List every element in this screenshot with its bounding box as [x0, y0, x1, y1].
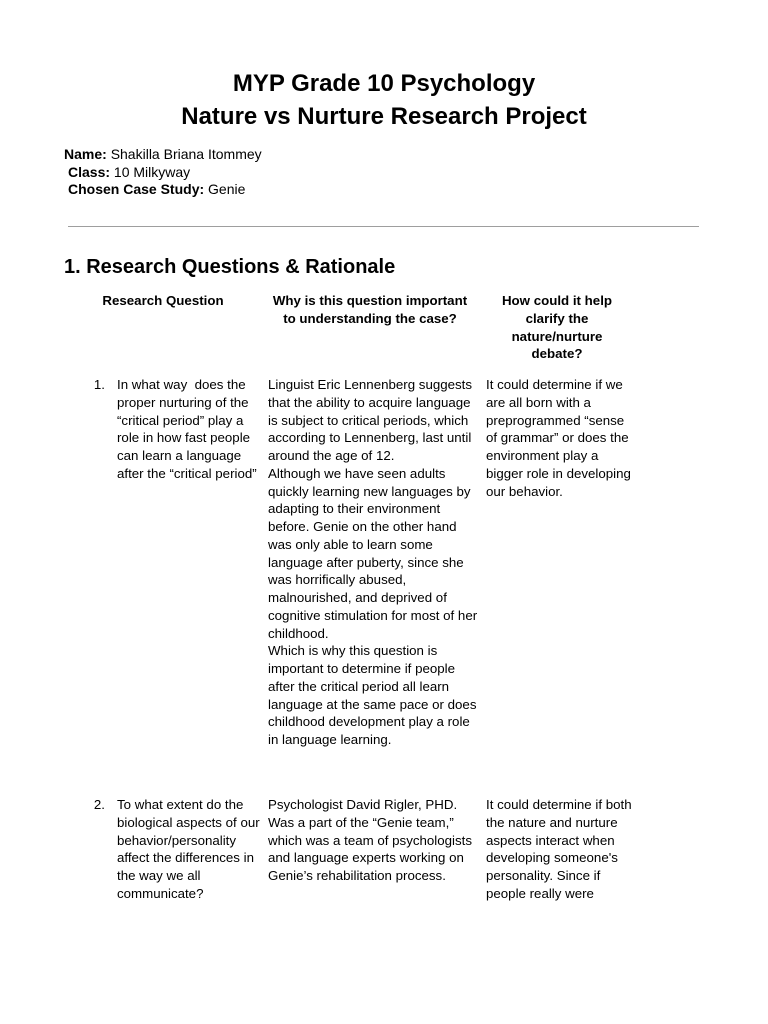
- class-label: Class:: [68, 163, 111, 180]
- row-number: 2.: [93, 797, 105, 812]
- horizontal-divider: [68, 226, 699, 227]
- name-label: Name:: [64, 146, 107, 162]
- class-value: 10 Milkyway: [113, 163, 191, 180]
- document-title: [0, 67, 768, 133]
- class-line: [64, 164, 262, 182]
- section-heading: 1. Research Questions & Rationale: [64, 256, 396, 278]
- research-question-cell: In what way does the proper nurturing of the “critical period” play a role in how fast people can learn a language after the “critical period”: [117, 377, 257, 481]
- name-value: Shakilla Briana Itommey: [110, 146, 262, 162]
- research-question-cell: To what extent do the biological aspects of our behavior/personality affect the differences in the way we all communicate?: [117, 797, 260, 901]
- case-study-label: Chosen Case Study:: [68, 181, 205, 197]
- debate-clarify-cell: It could determine if both the nature and nurture aspects interact when developing someone's personality. Since if people really were: [486, 797, 632, 901]
- name-line: [64, 146, 262, 164]
- title-line-2: Nature vs Nurture Research Project: [181, 103, 587, 130]
- header-research-question: Research Question: [102, 293, 224, 308]
- debate-clarify-cell: It could determine if we are all born with a preprogrammed “sense of grammar” or does the environment play a bigger role in developing our behavior.: [486, 377, 631, 499]
- header-why-important: Why is this question important to understanding the case?: [272, 293, 468, 326]
- title-line-1: MYP Grade 10 Psychology: [232, 70, 536, 97]
- rationale-para-3: Which is why this question is important to determine if people after the critical period all learn language at the same pace or does childhood development play a role in language learning.: [268, 643, 477, 747]
- row-number: 1.: [93, 377, 105, 392]
- rationale-cell: Psychologist David Rigler, PHD. Was a part of the “Genie team,” which was a team of psychologists and language experts working on Genie’s rehabilitation process.: [268, 797, 472, 883]
- rationale-para-2: Although we have seen adults quickly learning new languages by adapting to their environment before. Genie on the other hand was only able to learn some language after puberty, since she was horrifically abused, malnourished, and deprived of cognitive stimulation for most of her childhood.: [268, 465, 478, 641]
- rationale-cell: [268, 376, 480, 749]
- student-info: [64, 146, 262, 199]
- case-study-line: [64, 181, 262, 199]
- case-study-value: Genie: [208, 181, 246, 197]
- header-how-clarify: How could it help clarify the nature/nurture debate?: [501, 293, 613, 362]
- rationale-para-1: Linguist Eric Lennenberg suggests that the ability to acquire language is subject to critical periods, which according to Lennenberg, last until around the age of 12.: [268, 377, 473, 463]
